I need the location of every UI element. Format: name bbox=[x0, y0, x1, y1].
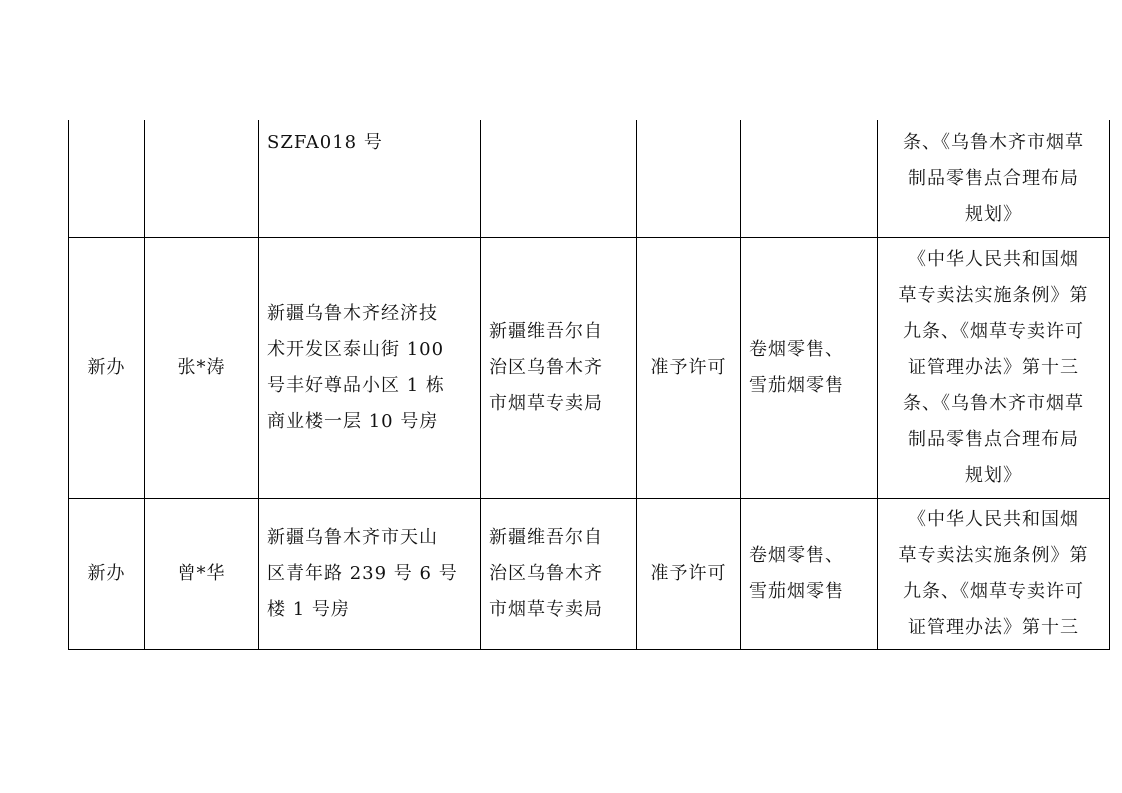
scope-cell bbox=[741, 238, 878, 499]
basis-line: 规划》 bbox=[965, 203, 1022, 225]
address-line: 商业楼一层 10 号房 bbox=[267, 411, 439, 432]
authority-line: 市烟草专卖局 bbox=[489, 393, 603, 414]
basis-cell bbox=[878, 120, 1110, 238]
authority-line: 治区乌鲁木齐 bbox=[489, 357, 603, 378]
category-cell: 新办 bbox=[69, 238, 145, 499]
table-row bbox=[69, 120, 1110, 238]
name-cell: 张*涛 bbox=[145, 238, 259, 499]
decision-cell bbox=[637, 120, 741, 238]
address-line: 号丰好尊品小区 1 栋 bbox=[267, 375, 445, 396]
decision-cell: 准予许可 bbox=[637, 499, 741, 650]
address-line: SZFA018 号 bbox=[267, 132, 383, 153]
address-cell bbox=[259, 238, 481, 499]
basis-line: 《中华人民共和国烟 bbox=[908, 509, 1079, 530]
name-cell bbox=[145, 120, 259, 238]
authority-line: 市烟草专卖局 bbox=[489, 599, 603, 620]
scope-line: 雪茄烟零售 bbox=[749, 581, 844, 602]
scope-line: 雪茄烟零售 bbox=[749, 375, 844, 396]
basis-cell bbox=[878, 499, 1110, 650]
scope-line: 卷烟零售、 bbox=[749, 339, 844, 360]
table-row bbox=[69, 499, 1110, 650]
category-cell bbox=[69, 120, 145, 238]
address-line: 术开发区泰山街 100 bbox=[267, 339, 445, 360]
name-cell: 曾*华 bbox=[145, 499, 259, 650]
basis-line: 证管理办法》第十三 bbox=[908, 617, 1079, 638]
basis-cell bbox=[878, 238, 1110, 499]
basis-line: 规划》 bbox=[965, 465, 1022, 486]
scope-line: 卷烟零售、 bbox=[749, 545, 844, 566]
basis-line: 证管理办法》第十三 bbox=[908, 357, 1079, 378]
address-cell bbox=[259, 499, 481, 650]
basis-line: 条、《乌鲁木齐市烟草 bbox=[903, 393, 1084, 414]
basis-line: 条、《乌鲁木齐市烟草 bbox=[903, 131, 1084, 153]
decision-cell: 准予许可 bbox=[637, 238, 741, 499]
scope-cell bbox=[741, 499, 878, 650]
license-table bbox=[68, 120, 1110, 650]
address-line: 新疆乌鲁木齐市天山 bbox=[267, 527, 438, 548]
address-cell bbox=[259, 120, 481, 238]
basis-line: 草专卖法实施条例》第 bbox=[898, 545, 1089, 566]
basis-line: 制品零售点合理布局 bbox=[908, 167, 1079, 189]
basis-line: 九条、《烟草专卖许可 bbox=[903, 321, 1084, 342]
address-line: 楼 1 号房 bbox=[267, 599, 350, 620]
authority-cell bbox=[481, 120, 637, 238]
basis-line: 草专卖法实施条例》第 bbox=[898, 285, 1089, 306]
scope-cell bbox=[741, 120, 878, 238]
basis-line: 制品零售点合理布局 bbox=[908, 429, 1079, 450]
authority-line: 治区乌鲁木齐 bbox=[489, 563, 603, 584]
table-row bbox=[69, 238, 1110, 499]
category-cell: 新办 bbox=[69, 499, 145, 650]
authority-line: 新疆维吾尔自 bbox=[489, 321, 603, 342]
basis-line: 九条、《烟草专卖许可 bbox=[903, 581, 1084, 602]
address-line: 新疆乌鲁木齐经济技 bbox=[267, 303, 438, 324]
address-line: 区青年路 239 号 6 号 bbox=[267, 563, 458, 584]
basis-line: 《中华人民共和国烟 bbox=[908, 249, 1079, 270]
authority-cell bbox=[481, 499, 637, 650]
authority-cell bbox=[481, 238, 637, 499]
authority-line: 新疆维吾尔自 bbox=[489, 527, 603, 548]
